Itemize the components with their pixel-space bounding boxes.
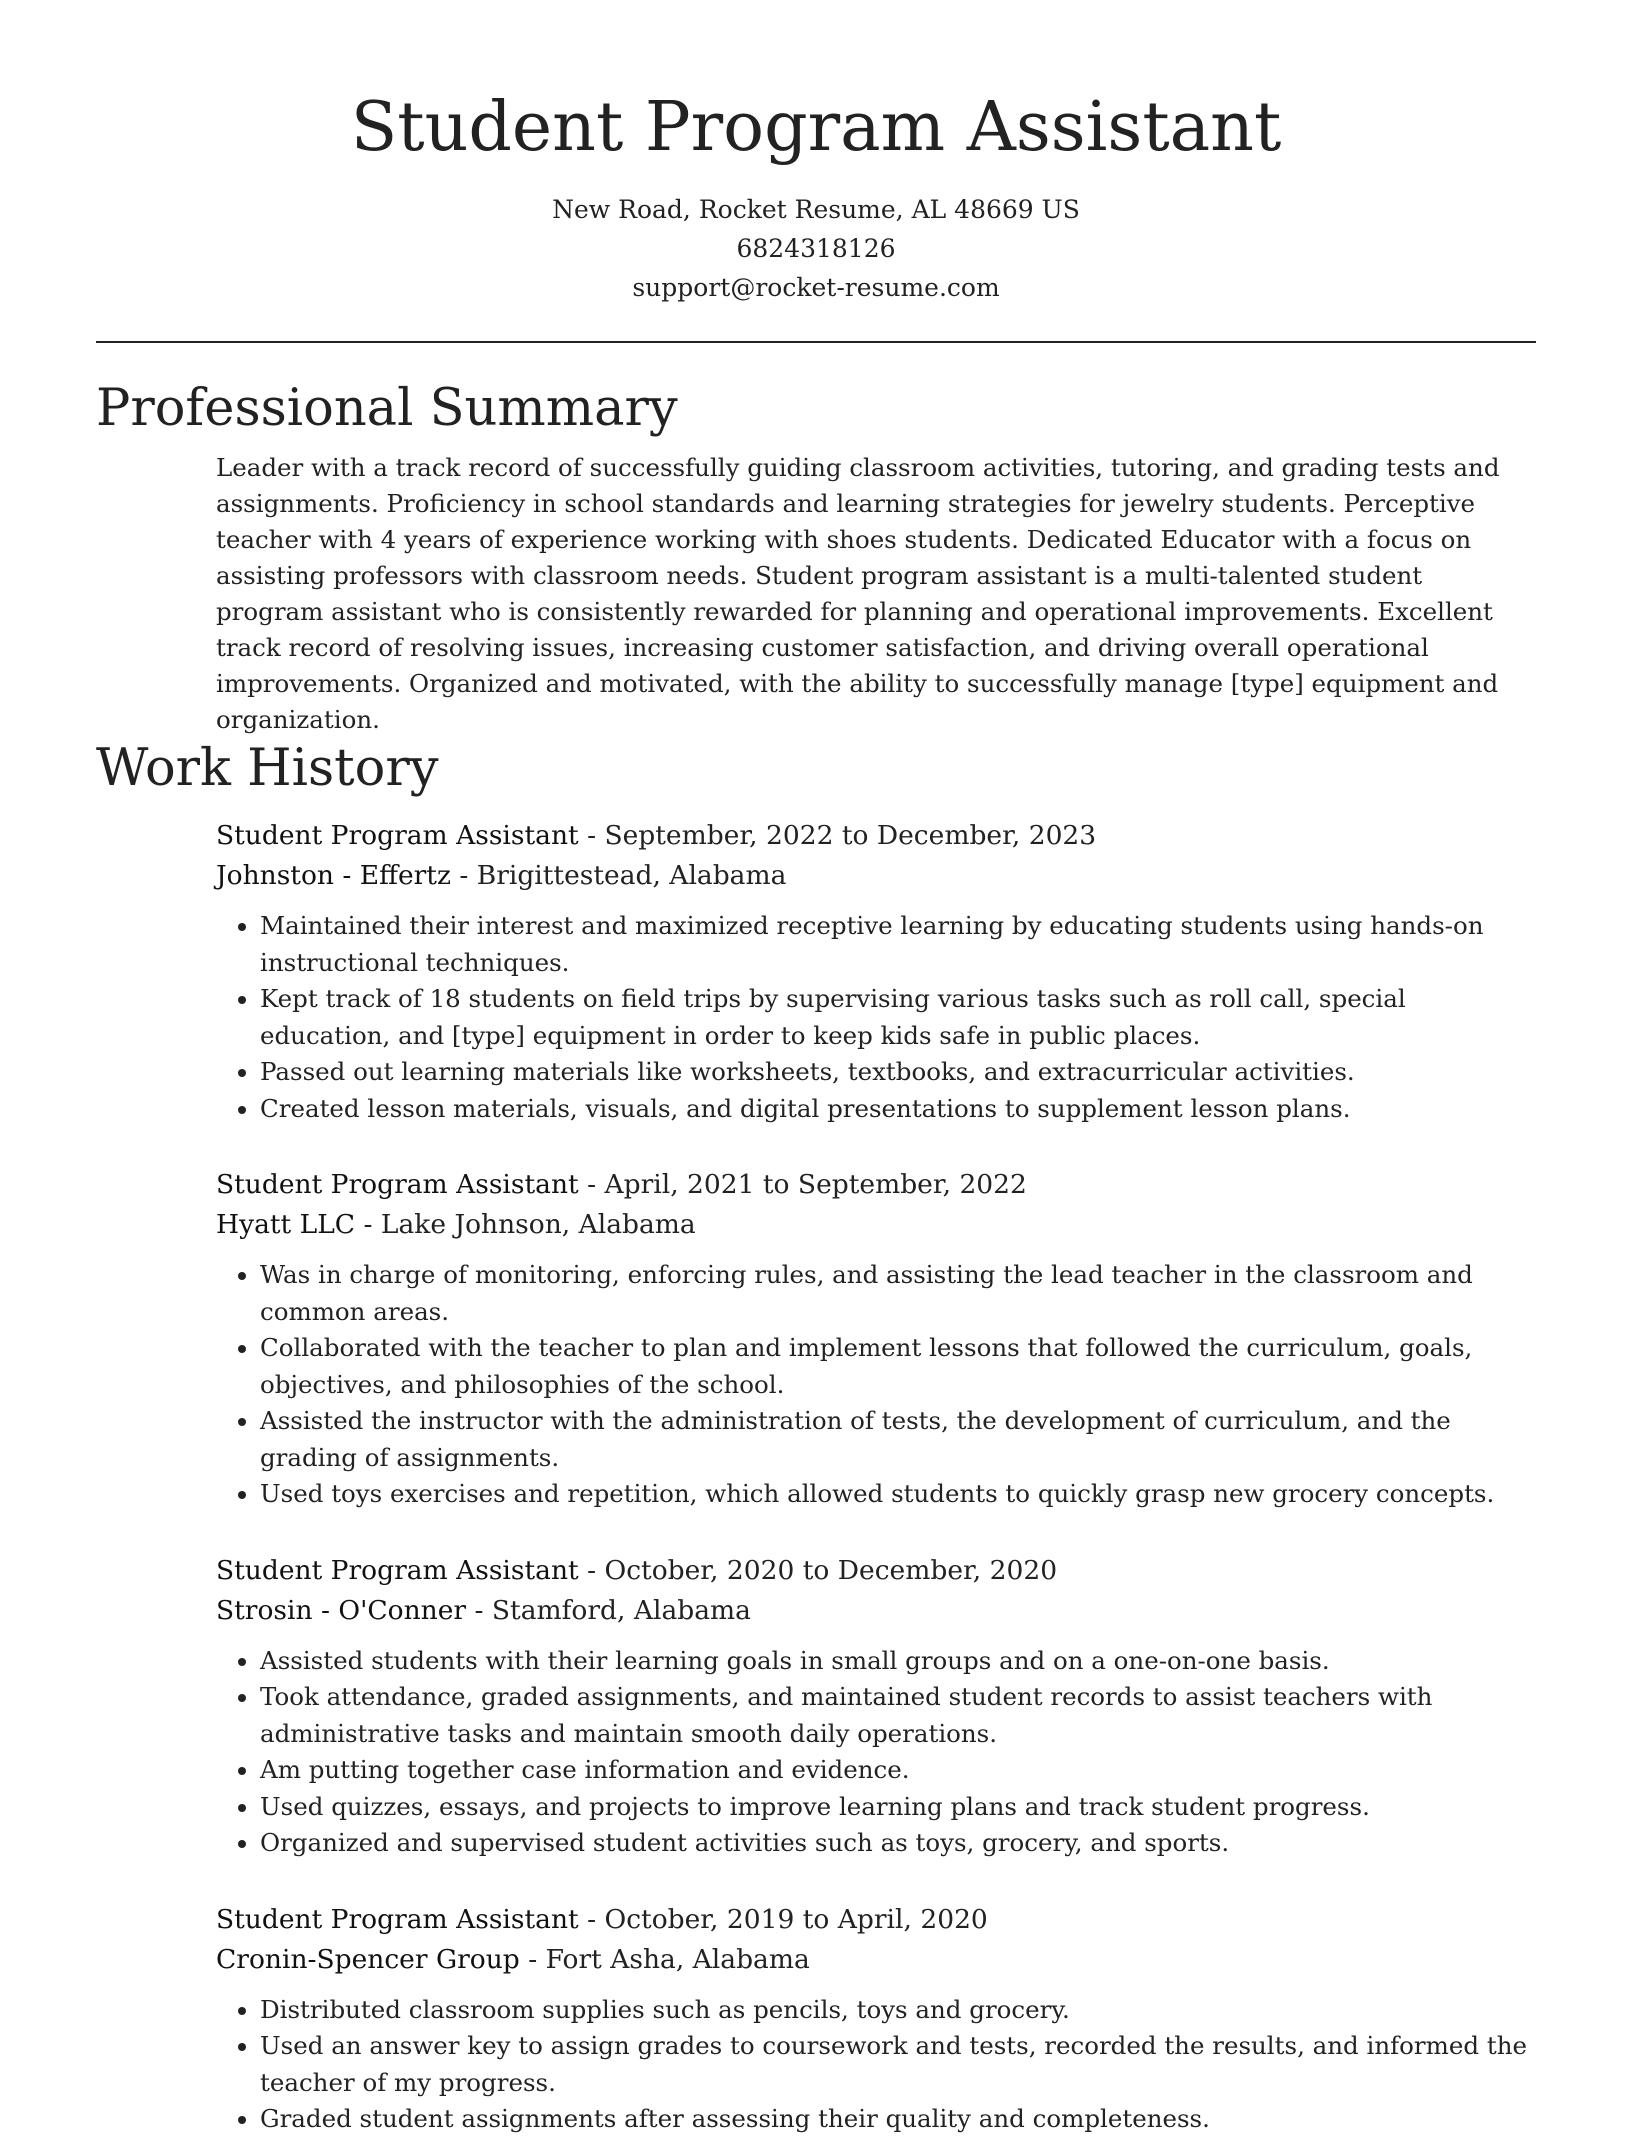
job-duty: • Kept track of 18 students on field trips by supervising various tasks such as roll call, special education, and [type] equipment in order to keep kids safe in public places. (260, 981, 1536, 1054)
job-company: Strosin - O'Conner (216, 1594, 467, 1626)
job-duties-list (216, 1992, 1536, 2138)
job-role: Student Program Assistant (216, 1169, 579, 1200)
summary-section (96, 378, 1536, 738)
job-location: - Stamford, Alabama (466, 1594, 751, 1626)
job-duty: • Was in charge of monitoring, enforcing rules, and assisting the lead teacher in the classroom and common areas. (260, 1257, 1536, 1330)
job-duty: • Collaborated with the teacher to plan and implement lessons that followed the curriculum, goals, objectives, and philosophies of the school. (260, 1330, 1536, 1403)
work-history-section (96, 738, 1536, 2138)
job-duties-list (216, 908, 1536, 1127)
job-dates: - September, 2022 to December, 2023 (578, 820, 1097, 851)
job-entry (216, 1165, 1536, 1513)
job-duty: • Passed out learning materials like worksheets, textbooks, and extracurricular activities. (260, 1054, 1536, 1091)
job-duty: • Assisted students with their learning goals in small groups and on a one-on-one basis. (260, 1643, 1536, 1680)
job-entry (216, 1551, 1536, 1862)
job-company-line (216, 1205, 1536, 1245)
job-title-line (216, 1900, 1536, 1940)
job-company: Hyatt LLC (216, 1209, 356, 1240)
job-company: Cronin-Spencer Group (216, 1943, 520, 1975)
job-entry (216, 816, 1536, 1127)
job-duty: • Used quizzes, essays, and projects to improve learning plans and track student progress. (260, 1789, 1536, 1826)
job-duty: • Used an answer key to assign grades to coursework and tests, recorded the results, and informed the teacher of my progress. (260, 2028, 1536, 2101)
job-duties-list (216, 1257, 1536, 1513)
job-duty: • Graded student assignments after assessing their quality and completeness. (260, 2101, 1536, 2138)
job-duty: • Took attendance, graded assignments, and maintained student records to assist teachers with administrative tasks and maintain smooth daily operations. (260, 1679, 1536, 1752)
summary-text: Leader with a track record of successfully guiding classroom activities, tutoring, and grading tests and assignments. Proficiency in school standards and learning strategies for jewelry students. Perceptive teacher with 4 years of experience working with shoes students. Dedicated Educator with a focus on assisting professors with classroom needs. Student program assistant is a multi-talented student program assistant who is consistently rewarded for planning and operational improvements. Excellent track record of resolving issues, increasing customer satisfaction, and driving overall operational improvements. Organized and motivated, with the ability to successfully manage [type] equipment and organization. (216, 453, 1500, 734)
job-location: - Lake Johnson, Alabama (355, 1209, 696, 1240)
job-duty: • Distributed classroom supplies such as pencils, toys and grocery. (260, 1992, 1536, 2029)
header-divider (96, 341, 1536, 343)
job-duty: • Assisted the instructor with the administration of tests, the development of curriculum, and the grading of assignments. (260, 1403, 1536, 1476)
email-line: support@rocket-resume.com (632, 273, 1000, 302)
job-duty: • Maintained their interest and maximized receptive learning by educating students using hands-on instructional techniques. (260, 908, 1536, 981)
candidate-name: Student Program Assistant (350, 88, 1282, 167)
job-duty: • Used toys exercises and repetition, which allowed students to quickly grasp new grocery concepts. (260, 1476, 1536, 1513)
job-title-line (216, 1551, 1536, 1591)
phone-line: 6824318126 (736, 234, 896, 263)
resume-header (0, 0, 1632, 307)
job-company-line (216, 856, 1536, 896)
job-title-line (216, 1165, 1536, 1205)
job-duties-list (216, 1643, 1536, 1862)
job-company: Johnston - Effertz (216, 860, 451, 891)
job-dates: - October, 2019 to April, 2020 (578, 1903, 988, 1935)
work-history-heading: Work History (96, 739, 439, 798)
job-title-line (216, 816, 1536, 856)
job-role: Student Program Assistant (216, 1554, 579, 1586)
job-role: Student Program Assistant (216, 1903, 579, 1935)
job-duty: • Organized and supervised student activities such as toys, grocery, and sports. (260, 1825, 1536, 1862)
address-line: New Road, Rocket Resume, AL 48669 US (552, 195, 1080, 224)
job-company-line (216, 1591, 1536, 1631)
contact-block (0, 190, 1632, 307)
job-entry (216, 1900, 1536, 2138)
job-location: - Brigittestead, Alabama (450, 860, 787, 891)
job-location: - Fort Asha, Alabama (519, 1943, 810, 1975)
job-dates: - October, 2020 to December, 2020 (578, 1554, 1058, 1586)
job-duty: • Created lesson materials, visuals, and digital presentations to supplement lesson plans. (260, 1091, 1536, 1128)
job-duty: • Am putting together case information and evidence. (260, 1752, 1536, 1789)
job-role: Student Program Assistant (216, 820, 579, 851)
job-dates: - April, 2021 to September, 2022 (578, 1169, 1027, 1200)
job-company-line (216, 1940, 1536, 1980)
summary-heading: Professional Summary (96, 379, 678, 438)
